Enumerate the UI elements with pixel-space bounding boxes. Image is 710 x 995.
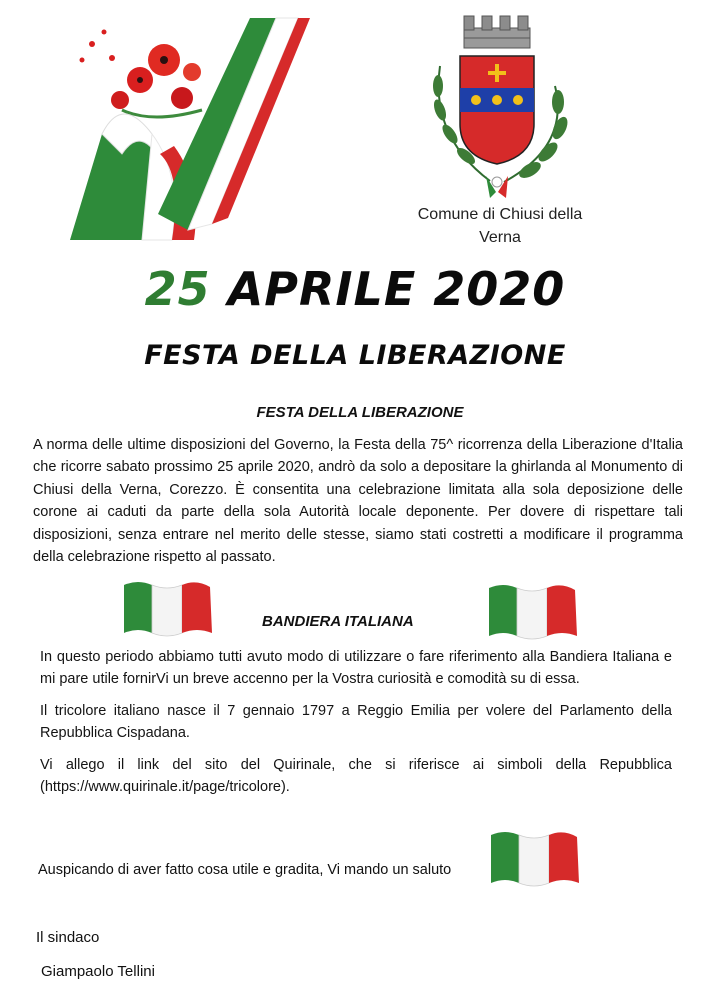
paragraph-bandiera-intro: In questo periodo abbiamo tutti avuto modo di utilizzare o fare riferimento alla Bandiera Italiana e mi pare utile fornirVi un breve accenno per la Vostra curiosità e comodità su di essa.	[40, 649, 672, 688]
section-heading-liberazione: FESTA DELLA LIBERAZIONE	[256, 404, 464, 421]
coat-of-arms-image	[410, 6, 585, 201]
paragraph-liberazione: A norma delle ultime disposizioni del Governo, la Festa della 75^ ricorrenza della Liberazione d'Italia che ricorre sabato prossimo 25 aprile 2020, andrò da solo a depositare la ghirlanda al Monumento di Chiusi della Verna, Corezzo. È consentita una celebrazione limitata alla sola deposizione delle corone ai caduti da parte della sola Autorità locale deponente. Per dovere di rispettare tali disposizioni, senza entrare nel merito delle stesse, siamo stati costretti a modificare il programma della celebrazione rispetto al passato.	[33, 437, 683, 566]
italian-flag-icon	[489, 827, 581, 887]
tricolore-ribbon-image	[62, 14, 312, 246]
poppy-flowers	[80, 30, 203, 118]
section-heading-bandiera: BANDIERA ITALIANA	[262, 613, 414, 630]
italian-flag-icon	[122, 577, 214, 637]
crown-icon	[464, 16, 530, 48]
closing-greeting: Auspicando di aver fatto cosa utile e gradita, Vi mando un saluto	[38, 862, 452, 878]
signature-name: Giampaolo Tellini	[41, 963, 155, 980]
signature-role: Il sindaco	[36, 929, 100, 946]
subtitle: FESTA DELLA LIBERAZIONE	[144, 340, 566, 371]
main-title-day: 25	[144, 262, 211, 316]
paragraph-bandiera-origin: Il tricolore italiano nasce il 7 gennaio 1797 a Reggio Emilia per volere del Parlamento della Repubblica Cispadana.	[40, 703, 672, 742]
comune-name: Comune di Chiusi della Verna	[417, 206, 583, 246]
paragraph-quirinale-link: Vi allego il link del sito del Quirinale, che si riferisce ai simboli della Repubblica (https://www.quirinale.it/page/tricolore).	[40, 757, 672, 796]
main-title	[0, 262, 710, 316]
shield-icon	[460, 56, 534, 164]
main-title-rest: APRILE 2020	[227, 262, 566, 316]
italian-flag-icon	[487, 580, 579, 640]
